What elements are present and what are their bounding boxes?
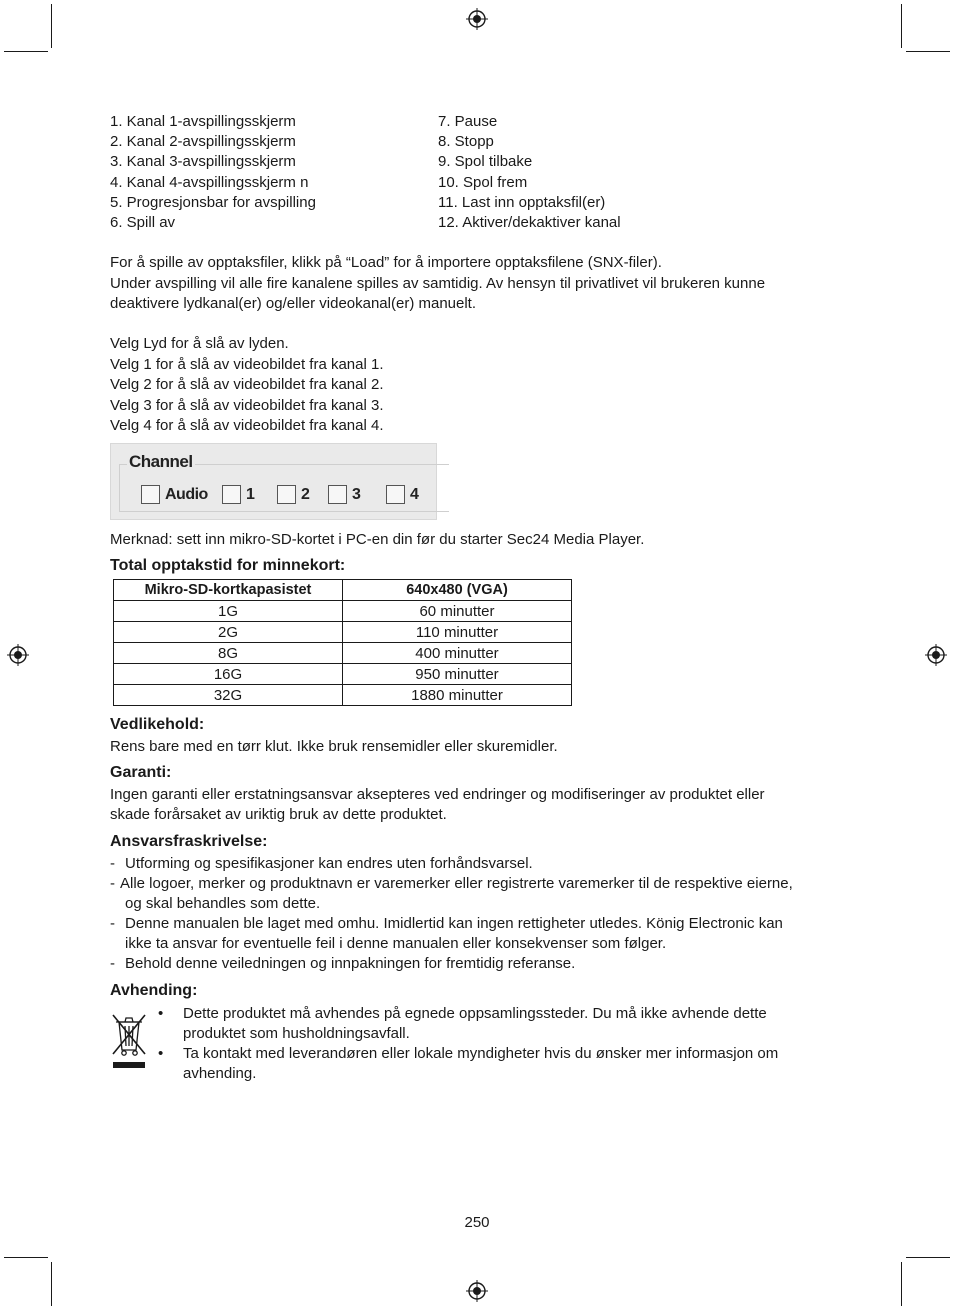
list-item: 3. Kanal 3-avspillingsskjerm: [110, 153, 296, 171]
capacity-table: [113, 579, 572, 706]
channel-4-checkbox-label: 4: [410, 486, 419, 503]
crop-mark: [906, 1257, 950, 1258]
crop-mark: [4, 1257, 48, 1258]
table-cell: 1G: [114, 601, 343, 622]
table-heading: Total opptakstid for minnekort:: [110, 557, 346, 574]
dash-marker: -: [110, 915, 115, 932]
list-item: [110, 854, 855, 874]
table-cell: 2G: [114, 622, 343, 643]
registration-mark-icon: [466, 8, 488, 30]
table-row: [114, 622, 572, 643]
text-line: ikke ta ansvar for eventuelle feil i denne manualen eller konsekvenser som følger.: [125, 935, 667, 952]
channel-1-checkbox-label: 1: [246, 486, 255, 503]
list-item: [110, 1004, 855, 1044]
text-line: produktet som husholdningsavfall.: [183, 1025, 410, 1042]
text-line: Denne manualen ble laget med omhu. Imidlertid kan ingen rettigheter utledes. König Electronic kan: [125, 915, 783, 932]
crop-mark: [51, 1262, 52, 1306]
note: [110, 530, 855, 550]
table-cell: 400 minutter: [343, 643, 572, 664]
channel-2-checkbox-label: 2: [301, 486, 310, 503]
list-item: 2. Kanal 2-avspillingsskjerm: [110, 133, 296, 151]
list-item: 1. Kanal 1-avspillingsskjerm: [110, 113, 296, 130]
disclaimer-list: [110, 854, 855, 974]
crop-mark: [901, 4, 902, 48]
table-row: [114, 685, 572, 706]
audio-checkbox-label: Audio: [165, 486, 208, 503]
bullet-marker: •: [158, 1005, 164, 1022]
table-row: [114, 643, 572, 664]
channel-panel: [110, 443, 437, 520]
list-item: [110, 914, 855, 954]
table-row: [114, 664, 572, 685]
disclaimer-heading: Ansvarsfraskrivelse:: [110, 833, 268, 850]
text-line: Rens bare med en tørr klut. Ikke bruk rensemidler eller skuremidler.: [110, 738, 558, 755]
audio-checkbox[interactable]: [141, 485, 160, 504]
list-item: 4. Kanal 4-avspillingsskjerm n: [110, 173, 309, 191]
channel-2-checkbox[interactable]: [277, 485, 296, 504]
table-header-row: [114, 580, 572, 601]
list-item: 5. Progresjonsbar for avspilling: [110, 193, 316, 211]
intro-paragraph: [110, 253, 850, 315]
list-item: 9. Spol tilbake: [438, 153, 533, 171]
text-line: avhending.: [183, 1065, 257, 1082]
table-cell: 1880 minutter: [343, 685, 572, 706]
table-header-cell: 640x480 (VGA): [343, 580, 572, 601]
table-cell: 950 minutter: [343, 664, 572, 685]
crop-mark: [4, 51, 48, 52]
table-header-cell: Mikro-SD-kortkapasistet: [114, 580, 343, 601]
text-line: Ta kontakt med leverandøren eller lokale myndigheter hvis du ønsker mer informasjon om: [183, 1045, 779, 1062]
channel-1-checkbox[interactable]: [222, 485, 241, 504]
crop-mark: [51, 4, 52, 48]
list-item: 10. Spol frem: [438, 173, 528, 191]
maintenance-text: [110, 737, 855, 757]
list-item: 8. Stopp: [438, 133, 494, 151]
bullet-marker: •: [158, 1045, 164, 1062]
text-line: deaktivere lydkanal(er) og/eller videokanal(er) manuelt.: [110, 295, 477, 312]
text-line: Velg 4 for å slå av videobildet fra kanal 4.: [110, 417, 384, 434]
table-cell: 16G: [114, 664, 343, 685]
table-row: [114, 601, 572, 622]
table-cell: 110 minutter: [343, 622, 572, 643]
list-item: 7. Pause: [438, 113, 498, 130]
registration-mark-icon: [466, 1280, 488, 1302]
dash-marker: -: [110, 875, 115, 892]
text-line: Dette produktet må avhendes på egnede oppsamlingssteder. Du må ikke avhende dette: [183, 1005, 767, 1022]
table-cell: 8G: [114, 643, 343, 664]
text-line: og skal behandles som dette.: [125, 895, 321, 912]
maintenance-heading: Vedlikehold:: [110, 716, 205, 733]
list-item: [110, 874, 855, 914]
channel-4-checkbox[interactable]: [386, 485, 405, 504]
text-line: Merknad: sett inn mikro-SD-kortet i PC-en din før du starter Sec24 Media Player.: [110, 531, 645, 548]
warranty-text: [110, 785, 855, 825]
crop-mark: [901, 1262, 902, 1306]
list-item: [110, 954, 855, 974]
list-left: [110, 112, 316, 233]
dash-marker: -: [110, 955, 115, 972]
text-line: Ingen garanti eller erstatningsansvar aksepteres ved endringer og modifiseringer av produktet eller: [110, 786, 765, 803]
text-line: For å spille av opptaksfiler, klikk på “Load” for å importere opptaksfilene (SNX-filer).: [110, 254, 662, 271]
channel-3-checkbox[interactable]: [328, 485, 347, 504]
table-cell: 32G: [114, 685, 343, 706]
crop-mark: [906, 51, 950, 52]
list-item: 12. Aktiver/dekaktiver kanal: [438, 214, 621, 232]
text-line: Utforming og spesifikasjoner kan endres uten forhåndsvarsel.: [125, 855, 533, 872]
select-instructions: [110, 334, 850, 437]
text-line: skade forårsaket av uriktig bruk av dette produktet.: [110, 806, 447, 823]
warranty-heading: Garanti:: [110, 764, 172, 781]
registration-mark-icon: [925, 644, 947, 666]
page-number: 250: [464, 1214, 490, 1231]
registration-mark-icon: [7, 644, 29, 666]
disposal-heading: Avhending:: [110, 982, 198, 999]
channel-legend: Channel: [129, 452, 193, 471]
text-line: Under avspilling vil alle fire kanalene spilles av samtidig. Av hensyn til privatlivet vil brukeren kunne: [110, 274, 766, 292]
channel-3-checkbox-label: 3: [352, 486, 361, 503]
list-item: 11. Last inn opptaksfil(er): [438, 193, 606, 211]
text-line: Behold denne veiledningen og innpakningen for fremtidig referanse.: [125, 955, 576, 972]
list-item: [110, 1044, 855, 1084]
table-cell: 60 minutter: [343, 601, 572, 622]
text-line: Velg Lyd for å slå av lyden.: [110, 335, 289, 352]
dash-marker: -: [110, 855, 115, 872]
disposal-list: [110, 1004, 855, 1084]
list-item: 6. Spill av: [110, 214, 176, 232]
text-line: Alle logoer, merker og produktnavn er varemerker eller registrerte varemerker til de respektive eierne,: [120, 875, 793, 892]
list-right: [438, 112, 621, 233]
text-line: Velg 1 for å slå av videobildet fra kanal 1.: [110, 355, 384, 373]
text-line: Velg 2 for å slå av videobildet fra kanal 2.: [110, 376, 384, 393]
text-line: Velg 3 for å slå av videobildet fra kanal 3.: [110, 396, 384, 414]
